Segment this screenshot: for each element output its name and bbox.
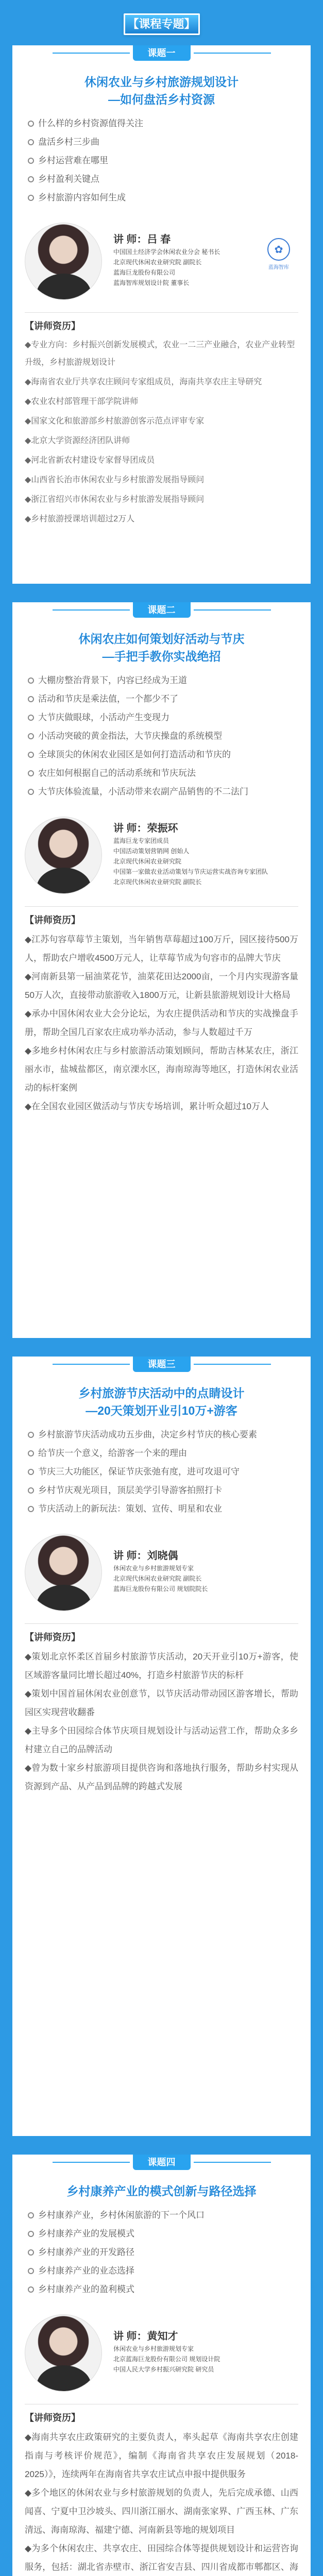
circle-icon (28, 1469, 34, 1475)
circle-icon (28, 121, 34, 127)
list-item: 给节庆一个意义，给游客一个来的理由 (28, 1444, 298, 1463)
course-title-line: 乡村康养产业的模式创新与路径选择 (66, 2184, 257, 2198)
course-outline (25, 1426, 298, 1518)
list-item: ◆农业农村部管理干部学院讲师 (25, 397, 139, 406)
list-item: ◆浙江省绍兴市休闲农业与乡村旅游发展指导顾问 (25, 495, 205, 504)
speaker-title: 蓝海智库规划设计院 董事长 (113, 279, 190, 286)
list-item: 乡村旅游节庆活动成功五步曲，决定乡村节庆的核心要素 (28, 1426, 298, 1444)
list-item: 节庆活动上的新玩法：策划、宣传、明星和农业 (28, 1500, 298, 1518)
course-title (25, 73, 298, 108)
circle-icon (28, 715, 34, 721)
speaker-block (25, 1529, 298, 1616)
circle-icon (28, 1487, 34, 1494)
experience-heading: 【讲师资历】 (25, 2413, 80, 2423)
speaker-info (113, 1551, 208, 1594)
list-item: 乡村旅游内容如何生成 (28, 189, 298, 207)
divider (25, 312, 298, 313)
organization-logo: ✿ 蓝海智库 (262, 238, 295, 270)
list-item: 乡村康养产业的盈利模式 (28, 2280, 298, 2299)
course-tag: 课题四 (133, 2155, 191, 2170)
speaker-block (25, 217, 298, 305)
circle-icon (28, 733, 34, 739)
course-title (25, 630, 298, 665)
list-item: ◆曾为数十家乡村旅游项目提供咨询和落地执行服务，帮助乡村实现从资源到产品、从产品到品牌的跨越式发展 (25, 1763, 298, 1791)
list-item: ◆北京大学资源经济团队讲师 (25, 436, 130, 445)
speaker-title: 中国人民大学乡村振兴研究院 研究员 (113, 2366, 214, 2373)
speaker-name: 讲 师：黄知才 (113, 2331, 178, 2342)
experience-list (25, 2428, 298, 2576)
circle-icon (28, 770, 34, 776)
course-card-3 (12, 1357, 311, 2136)
course-title-line: —如何盘活乡村资源 (108, 93, 215, 106)
speaker-title: 中国活动策划营销网 创始人 (113, 848, 190, 855)
list-item: 盘活乡村三步曲 (28, 133, 298, 151)
list-item: ◆河北省新农村建设专家督导团成员 (25, 456, 155, 465)
speaker-name: 讲 师：刘晓偶 (113, 1550, 178, 1562)
speaker-block (25, 2309, 298, 2397)
list-item: ◆在全国农业园区做活动与节庆专场培训，累计听众超过10万人 (25, 1101, 269, 1111)
experience-list (25, 336, 298, 528)
circle-icon (28, 158, 34, 164)
course-title-line: 休闲农业与乡村旅游规划设计 (84, 75, 239, 89)
speaker-title: 中国第一家做农业活动策划与节庆运营实战咨询专家团队 (113, 868, 268, 875)
speaker-name: 讲 师：荣振环 (113, 823, 178, 834)
experience-list (25, 1648, 298, 1796)
course-card-1 (12, 45, 311, 584)
list-item: ◆海南省农业厅共享农庄顾问专家组成员，海南共享农庄主导研究 (25, 378, 262, 386)
list-item: 乡村运营难在哪里 (28, 151, 298, 170)
circle-icon (28, 195, 34, 201)
speaker-title: 休闲农业与乡村旅游规划专家 (113, 2345, 194, 2352)
speaker-title: 中国国土经济学会休闲农业分会 秘书长 (113, 248, 220, 256)
circle-icon (28, 752, 34, 758)
list-item: ◆为多个休闲农庄、共享农庄、田园综合体等提供规划设计和运营咨询服务，包括：湖北省赤壁市、浙江省安吉县、四川省成都市郫都区、海 (25, 2544, 298, 2572)
course-outline (25, 114, 298, 207)
speaker-avatar (25, 817, 102, 894)
course-title-line: —手把手教你实战绝招 (102, 650, 221, 663)
speaker-info (113, 234, 220, 288)
speaker-title: 休闲农业与乡村旅游规划专家 (113, 1565, 194, 1572)
speaker-avatar (25, 1534, 102, 1611)
list-item: 大节庆做眼球，小活动产生变现力 (28, 708, 298, 727)
speaker-info (113, 2331, 220, 2375)
course-outline (25, 671, 298, 801)
list-item: 乡村康养产业，乡村休闲旅游的下一个风口 (28, 2206, 298, 2225)
course-title-line: 乡村旅游节庆活动中的点睛设计 (78, 1386, 245, 1400)
speaker-title: 北京现代休闲农业研究院 副院长 (113, 259, 202, 266)
speaker-title: 北京蓝海巨龙股份有限公司 规划设计院 (113, 2355, 220, 2363)
circle-icon (28, 789, 34, 795)
speaker-avatar (25, 2314, 102, 2392)
divider (25, 906, 298, 907)
list-item: ◆海南共享农庄政策研究的主要负责人，率头起草《海南共享农庄创建指南与考核评价规范》，编制《海南省共享农庄发展规划（2018-2025）》，连续两年在海南省共享农庄试点申报中提供服务 (25, 2432, 298, 2479)
list-item: ◆承办中国休闲农业大会分论坛，为农庄提供活动和节庆的实战操盘手册，帮助全国几百家农庄成功举办活动，参与人数超过千万 (25, 1009, 298, 1037)
course-card-2 (12, 602, 311, 1338)
list-item: 乡村节庆观光项目，顶层美学引导游客拍照打卡 (28, 1481, 298, 1500)
list-item: 农庄如何根据自己的活动系统和节庆玩法 (28, 764, 298, 783)
list-item: ◆江苏句容草莓节主策划，当年销售草莓超过100万斤，园区接待500万人，帮助农户增收4500万元人，让草莓节成为句容市的品牌大节庆 (25, 935, 298, 963)
list-item: ◆专业方向：乡村振兴创新发展模式，农业一二三产业融合，农业产业转型升级，乡村旅游规划设计 (25, 341, 295, 367)
circle-icon (28, 176, 34, 182)
list-item: 什么样的乡村资源值得关注 (28, 114, 298, 133)
course-tag: 课题三 (133, 1357, 191, 1372)
course-title (25, 2182, 298, 2200)
list-item: ◆多个地区的休闲农业与乡村旅游规划的负责人，先后完成承德、山西闻喜、宁夏中卫沙坡头、四川浙江丽水、湖南张家界、广西玉林、广东清远、海南琼海、福建宁德、河南新县等地的规划项目 (25, 2488, 298, 2535)
circle-icon (28, 696, 34, 702)
course-card-4 (12, 2155, 311, 2576)
list-item: 乡村康养产业的开发路径 (28, 2243, 298, 2262)
course-topics-banner: 【课程专题】 (124, 13, 200, 35)
circle-icon (28, 139, 34, 145)
divider (25, 1623, 298, 1624)
speaker-title: 蓝海巨龙股份有限公司 (113, 269, 176, 276)
speaker-title: 北京现代休闲农业研究院 副院长 (113, 878, 202, 886)
list-item: 大节庆体验流量，小活动带来农副产品销售的不二法门 (28, 783, 298, 801)
course-tag: 课题二 (133, 602, 191, 618)
list-item: ◆河南新县第一届油菜花节，油菜花田达2000亩，一个月内实现游客量50万人次，直接带动旅游收入1800万元，让新县旅游规划设计大格局 (25, 972, 298, 1000)
experience-heading: 【讲师资历】 (25, 915, 80, 925)
circle-icon (28, 677, 34, 684)
circle-icon (28, 1506, 34, 1512)
course-title (25, 1384, 298, 1419)
speaker-title: 北京现代休闲农业研究院 副院长 (113, 1575, 202, 1582)
speaker-title: 北京现代休闲农业研究院 (113, 858, 182, 865)
list-item: 乡村康养产业的发展模式 (28, 2225, 298, 2243)
list-item: ◆策划中国首届休闲农业创意节，以节庆活动带动园区游客增长，帮助园区实现营收翻番 (25, 1689, 298, 1717)
experience-heading: 【讲师资历】 (25, 1632, 80, 1642)
list-item: ◆主导多个田园综合体节庆项目规划设计与活动运营工作，帮助众多乡村建立自己的品牌活动 (25, 1726, 298, 1754)
speaker-title: 蓝海巨龙专家团成员 (113, 837, 169, 844)
list-item: 活动和节庆是乘法值，一个都少不了 (28, 690, 298, 708)
course-title-line: 休闲农庄如何策划好活动与节庆 (78, 632, 245, 646)
list-item: 乡村盈利关键点 (28, 170, 298, 189)
course-title-line: —20天策划开业引10万+游客 (86, 1404, 237, 1417)
course-outline (25, 2206, 298, 2299)
list-item: 小活动突破的黄金指法，大节庆操盘的系统模型 (28, 727, 298, 745)
logo-icon: ✿ (267, 238, 290, 261)
list-item: ◆山西省长治市休闲农业与乡村旅游发展指导顾问 (25, 476, 205, 484)
circle-icon (28, 1432, 34, 1438)
list-item: 全球顶尖的休闲农业园区是如何打造活动和节庆的 (28, 745, 298, 764)
course-tag: 课题一 (133, 45, 191, 61)
list-item: ◆策划北京怀柔区首届乡村旅游节庆活动，20天开业引10万+游客，使区域游客量同比增长超过40%，打造乡村旅游节庆的标杆 (25, 1652, 298, 1680)
list-item: 节庆三大功能区，保证节庆张弛有度，进可攻退可守 (28, 1463, 298, 1481)
list-item: 乡村康养产业的业态选择 (28, 2262, 298, 2280)
circle-icon (28, 2268, 34, 2274)
list-item: ◆国家文化和旅游部乡村旅游创客示范点评审专家 (25, 417, 205, 426)
speaker-block (25, 811, 298, 899)
speaker-info (113, 823, 268, 887)
experience-list (25, 930, 298, 1116)
experience-heading: 【讲师资历】 (25, 321, 80, 331)
circle-icon (28, 2212, 34, 2218)
circle-icon (28, 2249, 34, 2256)
circle-icon (28, 2231, 34, 2237)
circle-icon (28, 1450, 34, 1456)
list-item: 大棚房整治背景下，内容已经成为王道 (28, 671, 298, 690)
speaker-title: 蓝海巨龙股份有限公司 规划院院长 (113, 1585, 208, 1592)
speaker-name: 讲 师：吕 春 (113, 234, 171, 245)
list-item: ◆乡村旅游授课培训超过2万人 (25, 515, 135, 523)
speaker-avatar (25, 223, 102, 300)
list-item: ◆多地乡村休闲农庄与乡村旅游活动策划顾问，帮助吉林某农庄，浙江丽水市，盐城盐都区，南京溧水区，海南琼海等地区，打造休闲农业活动的标杆案例 (25, 1046, 298, 1093)
circle-icon (28, 2286, 34, 2293)
